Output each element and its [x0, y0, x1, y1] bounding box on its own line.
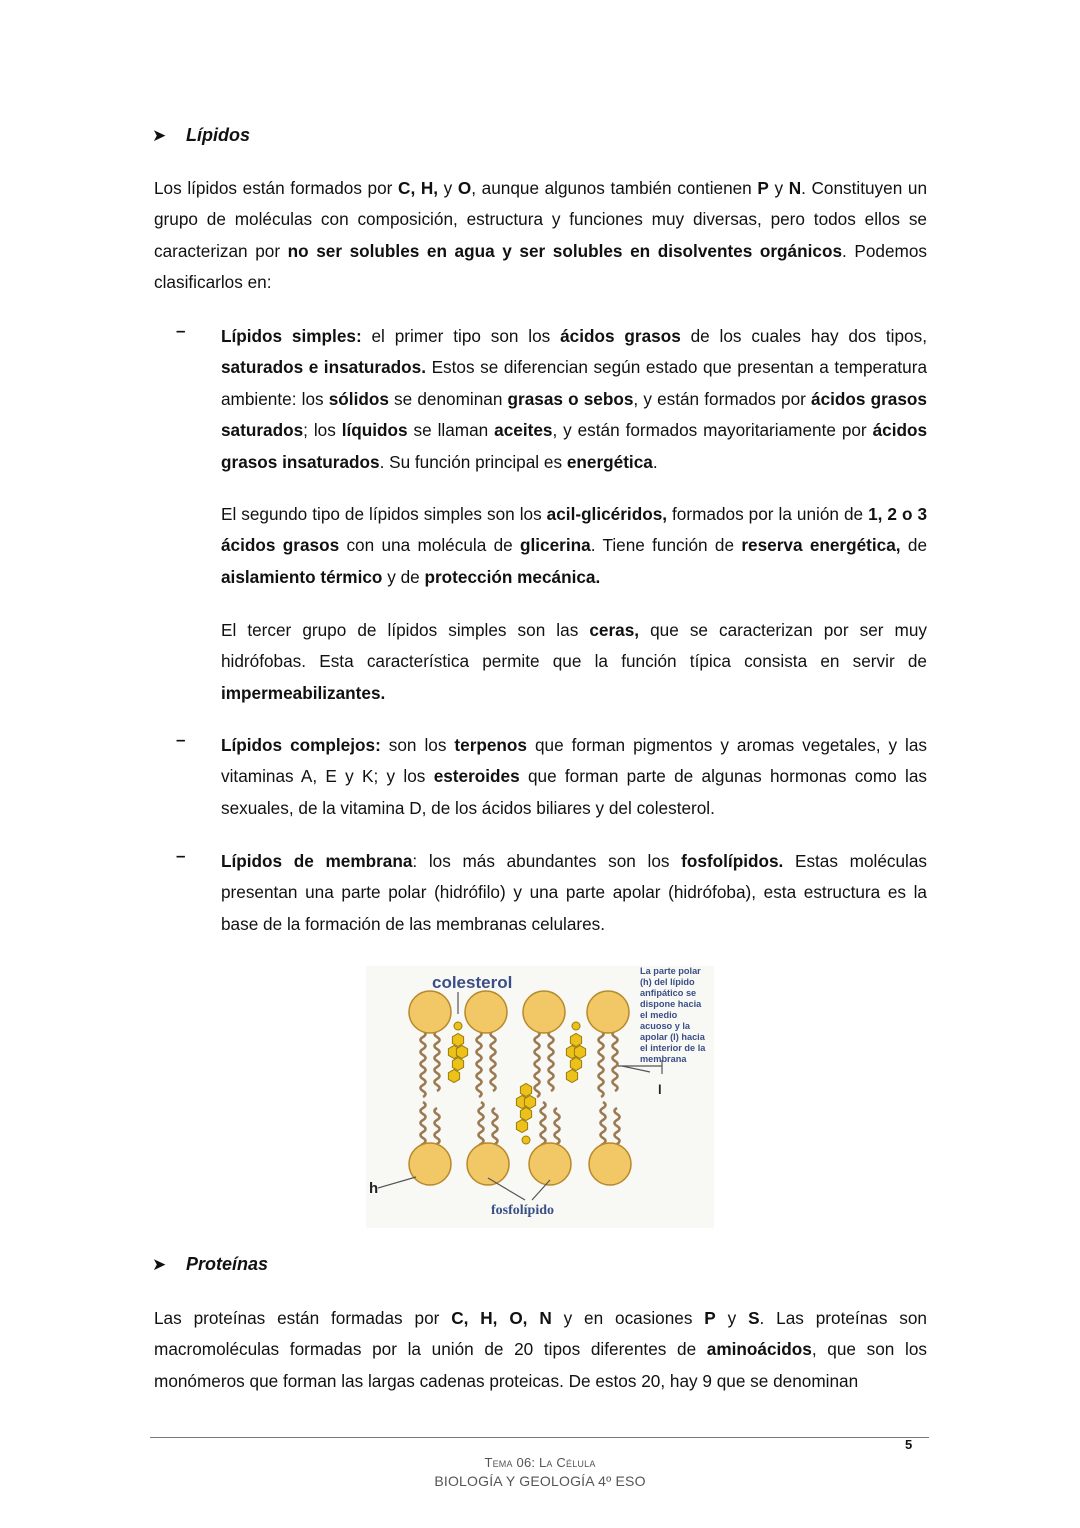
fosfolipido-label: fosfolípido: [491, 1203, 555, 1218]
hydroxyl-group: [572, 1022, 580, 1030]
note-line: La parte polar: [640, 966, 701, 976]
sterol-ring: [448, 1070, 459, 1083]
fatty-acid-tail: [491, 1031, 496, 1091]
note-line: membrana: [640, 1054, 687, 1064]
fatty-acid-tail: [535, 1031, 540, 1097]
bold-term: C, H,: [398, 178, 439, 198]
bold-term: O: [457, 178, 472, 198]
bold-term: no ser solubles en agua y ser solubles en disolventes orgánicos: [287, 240, 843, 261]
sterol-ring: [456, 1046, 467, 1059]
bilayer-diagram: [360, 962, 720, 1230]
bold-term: fosfolípidos.: [681, 851, 784, 871]
bold-term: aceites: [494, 420, 553, 441]
fatty-acid-tail: [479, 1102, 484, 1150]
heading-text: Proteínas: [186, 1254, 269, 1274]
note-line: el interior de la: [640, 1043, 706, 1053]
lipidos-membrana-paragraph: Lípidos de membrana: los más abundantes son los fosfolípidos. Estas moléculas presentan una parte polar (hidrófilo) y una parte apolar (hidrófoba), esta estructura es la base de la formación de las membranas celulares.: [221, 851, 928, 934]
bold-term: ácidos grasos saturados: [221, 388, 927, 441]
l-label: l: [658, 1082, 662, 1097]
bold-term: Lípidos complejos:: [221, 735, 381, 755]
phospholipid-head: [523, 991, 565, 1033]
list-dash: –: [176, 846, 186, 865]
footer-topic: Tema 06: La Célula: [484, 1455, 596, 1470]
lipidos-simples-paragraph-2: El segundo tipo de lípidos simples son los acil-glicéridos, formados por la unión de 1, 2 o 3 ácidos grasos con una molécula de glicerina. Tiene función de reserva energética, de aislamiento térmico y de protección mecánica.: [221, 504, 928, 587]
arrow-bullet-icon: ➤: [152, 1254, 167, 1274]
bold-term: N: [788, 178, 802, 198]
bold-term: terpenos: [454, 735, 527, 755]
phospholipid-head: [409, 991, 451, 1033]
note-line: dispone hacia: [640, 999, 702, 1009]
bold-term: saturados e insaturados.: [221, 357, 427, 378]
membrane-bilayer-figure: [360, 962, 720, 1230]
fatty-acid-tail: [599, 1031, 604, 1097]
list-dash: –: [176, 730, 186, 749]
explanatory-note: [640, 966, 706, 1064]
bold-term: Lípidos simples:: [221, 326, 362, 346]
fatty-acid-tail: [549, 1031, 554, 1091]
section-heading-lipidos: [152, 125, 250, 146]
note-line: apolar (l) hacia: [640, 1032, 705, 1042]
fatty-acid-tail: [421, 1031, 426, 1097]
sterol-ring: [570, 1058, 581, 1071]
sterol-ring: [452, 1058, 463, 1071]
sterol-ring: [570, 1034, 581, 1047]
hydroxyl-group: [454, 1022, 462, 1030]
cholesterol-molecules: [448, 1022, 585, 1144]
bold-term: ácidos grasos insaturados: [221, 420, 928, 472]
section-heading-proteinas: [152, 1254, 268, 1275]
bold-term: P: [757, 178, 769, 198]
footer-course: BIOLOGÍA Y GEOLOGÍA 4º ESO: [434, 1473, 646, 1489]
bold-term: ceras,: [589, 620, 640, 640]
sterol-ring: [574, 1046, 585, 1059]
bold-term: Lípidos de membrana: [221, 851, 413, 871]
bold-term: energética: [566, 451, 653, 472]
bold-term: líquidos: [341, 420, 408, 441]
bold-term: S: [748, 1308, 760, 1328]
h-label: h: [369, 1180, 379, 1197]
note-line: el medio: [640, 1010, 678, 1020]
bold-term: acil-glicéridos,: [546, 504, 668, 524]
note-line: (h) del lípido: [640, 977, 695, 987]
sterol-ring: [524, 1096, 535, 1109]
bold-term: 1, 2 o 3 ácidos grasos: [221, 504, 928, 556]
arrow-bullet-icon: ➤: [152, 125, 167, 145]
proteinas-intro-paragraph: Las proteínas están formadas por C, H, O, N y en ocasiones P y S. Las proteínas son macromoléculas formadas por la unión de 20 tipos diferentes de aminoácidos, que son los monómeros que forman las largas cadenas proteicas. De estos 20, hay 9 que se denominan: [154, 1308, 927, 1391]
colesterol-label: colesterol: [432, 973, 513, 992]
fatty-acid-tail: [541, 1102, 546, 1150]
heading-text: Lípidos: [186, 125, 250, 145]
phospholipid-head: [467, 1143, 509, 1185]
sterol-ring: [520, 1108, 531, 1121]
fatty-acid-tail: [421, 1102, 426, 1150]
bold-term: reserva energética,: [741, 535, 901, 556]
sterol-ring: [520, 1084, 531, 1097]
phospholipid-head: [587, 991, 629, 1033]
bold-term: grasas o sebos: [507, 388, 634, 409]
bold-term: C, H, O, N: [451, 1308, 552, 1328]
fatty-acid-tail: [601, 1102, 606, 1150]
lipidos-simples-paragraph-1: Lípidos simples: el primer tipo son los ácidos grasos de los cuales hay dos tipos, saturados e insaturados. Estos se diferencian según estado que presentan a temperatura ambiente: los sólidos se denominan grasas o sebos, y están formados por ácidos grasos saturados; los líquidos se llaman aceites, y están formados mayoritariamente por ácidos grasos insaturados. Su función principal es energética.: [221, 326, 928, 472]
phospholipid-head: [589, 1143, 631, 1185]
bold-term: sólidos: [328, 388, 389, 409]
phospholipid-head: [529, 1143, 571, 1185]
bold-term: esteroides: [433, 766, 520, 787]
note-line: acuoso y la: [640, 1021, 691, 1031]
fatty-acid-tail: [613, 1031, 618, 1091]
bold-term: ácidos grasos: [560, 326, 681, 346]
hydroxyl-group: [522, 1136, 530, 1144]
note-line: anfipático se: [640, 988, 697, 998]
list-dash: –: [176, 321, 186, 340]
fatty-acid-tail: [477, 1031, 482, 1097]
footer-divider: [150, 1437, 929, 1438]
sterol-ring: [452, 1034, 463, 1047]
sterol-ring: [566, 1070, 577, 1083]
bold-term: aminoácidos: [706, 1339, 812, 1360]
lipidos-intro-paragraph: Los lípidos están formados por C, H, y O, aunque algunos también contienen P y N. Constituyen un grupo de moléculas con composición, estructura y funciones muy diversas, pero todos ellos se caracterizan por no ser solubles en agua y ser solubles en disolventes orgánicos. Podemos clasificarlos en:: [154, 178, 928, 293]
bold-term: glicerina: [520, 535, 591, 556]
fatty-acid-tail: [435, 1031, 440, 1091]
bold-term: P: [704, 1308, 716, 1328]
lipidos-complejos-paragraph: Lípidos complejos: son los terpenos que forman pigmentos y aromas vegetales, y las vitaminas A, E y K; y los esteroides que forman parte de algunas hormonas como las sexuales, de la vitamina D, de los ácidos biliares y del colesterol.: [221, 735, 928, 818]
bold-term: protección mecánica.: [424, 566, 601, 587]
bold-term: impermeabilizantes.: [221, 682, 386, 703]
lipidos-simples-paragraph-3: El tercer grupo de lípidos simples son las ceras, que se caracterizan por ser muy hidrófobas. Esta característica permite que la función típica consista en servir de impermeabilizantes.: [221, 620, 927, 703]
bold-term: aislamiento térmico: [221, 566, 383, 587]
page-number: 5: [905, 1437, 913, 1452]
phospholipid-head: [465, 991, 507, 1033]
sterol-ring: [516, 1120, 527, 1133]
phospholipid-head: [409, 1143, 451, 1185]
